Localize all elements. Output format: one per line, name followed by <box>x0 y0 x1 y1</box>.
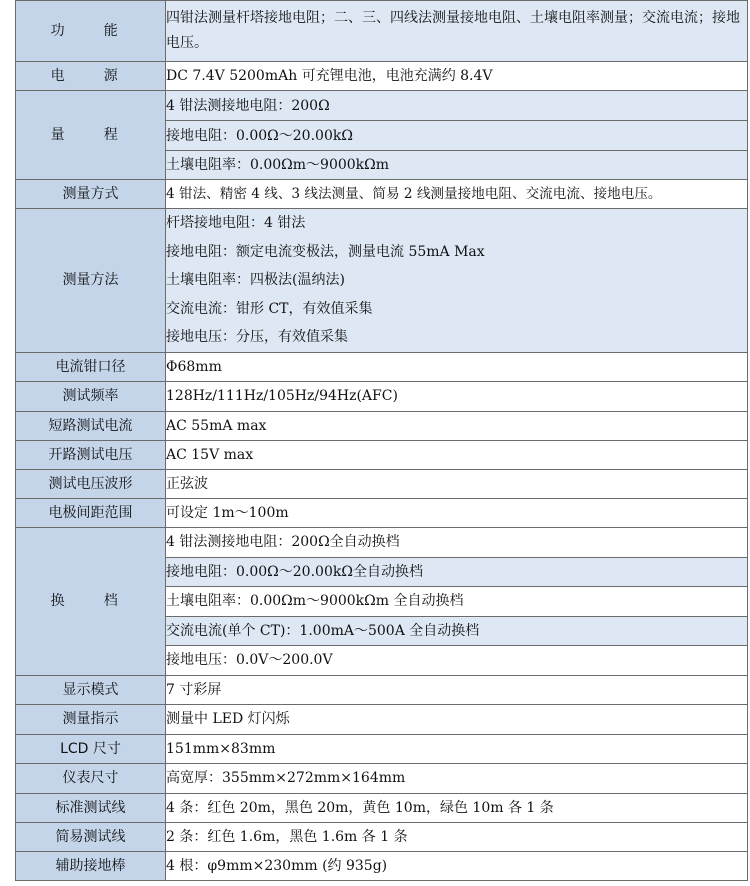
spec-value: 2 条：红色 1.6m，黑色 1.6m 各 1 条 <box>166 822 748 851</box>
spec-label: 电极间距范围 <box>16 498 166 527</box>
spec-value: 4 钳法测接地电阻：200Ω <box>166 91 748 121</box>
spec-value: 4 根：φ9mm×230mm (约 935g) <box>166 851 748 880</box>
spec-value: 土壤电阻率：0.00Ωm～9000kΩm 全自动换档 <box>166 586 748 616</box>
spec-value: 土壤电阻率：0.00Ωm～9000kΩm <box>166 151 748 180</box>
method-line: 接地电压：分压，有效值采集 <box>166 329 348 345</box>
spec-value: 4 钳法测接地电阻：200Ω全自动换档 <box>166 527 748 557</box>
method-line: 交流电流：钳形 CT，有效值采集 <box>166 300 373 317</box>
spec-row <box>16 734 748 763</box>
spec-label: 测试频率 <box>16 381 166 411</box>
spec-row <box>16 793 748 822</box>
spec-value: 接地电阻：0.00Ω～20.00kΩ <box>166 121 748 151</box>
spec-row <box>16 675 748 704</box>
spec-row <box>16 822 748 851</box>
spec-label: 显示模式 <box>16 675 166 704</box>
spec-value: 7 寸彩屏 <box>166 675 748 704</box>
spec-value: 接地电阻：0.00Ω～20.00kΩ全自动换档 <box>166 557 748 586</box>
spec-value: DC 7.4V 5200mAh 可充锂电池，电池充满约 8.4V <box>166 62 748 91</box>
spec-label: 开路测试电压 <box>16 440 166 469</box>
spec-value <box>166 209 748 353</box>
spec-label: 电 源 <box>16 62 166 91</box>
spec-label: 换 档 <box>16 527 166 675</box>
spec-row <box>16 180 748 209</box>
method-line: 土壤电阻率：四极法(温纳法) <box>166 272 345 288</box>
spec-value: 测量中 LED 灯闪烁 <box>166 704 748 734</box>
spec-value: 可设定 1m～100m <box>166 498 748 527</box>
spec-label: LCD 尺寸 <box>16 734 166 763</box>
spec-row <box>16 91 748 121</box>
spec-row <box>16 527 748 557</box>
spec-table <box>15 0 748 881</box>
spec-value: 4 条：红色 20m，黑色 20m，黄色 10m，绿色 10m 各 1 条 <box>166 793 748 822</box>
spec-row <box>16 469 748 498</box>
spec-value: AC 15V max <box>166 440 748 469</box>
spec-row <box>16 411 748 440</box>
spec-label: 仪表尺寸 <box>16 763 166 793</box>
spec-value: 接地电压：0.0V～200.0V <box>166 645 748 675</box>
spec-value: 128Hz/111Hz/105Hz/94Hz(AFC) <box>166 381 748 411</box>
spec-value: 正弦波 <box>166 469 748 498</box>
spec-label: 测量方法 <box>16 209 166 353</box>
spec-label: 测量方式 <box>16 180 166 209</box>
spec-row <box>16 851 748 880</box>
spec-row <box>16 381 748 411</box>
spec-value: 交流电流(单个 CT)：1.00mA～500A 全自动换档 <box>166 616 748 645</box>
method-line: 杆塔接地电阻：4 钳法 <box>166 215 306 231</box>
spec-row <box>16 352 748 381</box>
spec-label: 简易测试线 <box>16 822 166 851</box>
spec-label: 测试电压波形 <box>16 469 166 498</box>
spec-row <box>16 763 748 793</box>
spec-value: 4 钳法、精密 4 线、3 线法测量、简易 2 线测量接地电阻、交流电流、接地电压。 <box>166 180 748 209</box>
spec-row <box>16 498 748 527</box>
spec-label: 测量指示 <box>16 704 166 734</box>
spec-label: 功 能 <box>16 1 166 62</box>
spec-row <box>16 62 748 91</box>
spec-value: 高宽厚：355mm×272mm×164mm <box>166 763 748 793</box>
spec-row <box>16 440 748 469</box>
spec-label: 标准测试线 <box>16 793 166 822</box>
spec-label: 辅助接地棒 <box>16 851 166 880</box>
spec-label: 短路测试电流 <box>16 411 166 440</box>
spec-value: 151mm×83mm <box>166 734 748 763</box>
spec-value: Φ68mm <box>166 352 748 381</box>
spec-row <box>16 209 748 353</box>
spec-value: 四钳法测量杆塔接地电阻；二、三、四线法测量接地电阻、土壤电阻率测量；交流电流；接地电压。 <box>166 1 748 62</box>
spec-row <box>16 704 748 734</box>
method-line: 接地电阻：额定电流变极法，测量电流 55mA Max <box>166 243 485 260</box>
spec-value: AC 55mA max <box>166 411 748 440</box>
spec-row <box>16 1 748 62</box>
spec-label: 量 程 <box>16 91 166 180</box>
spec-label: 电流钳口径 <box>16 352 166 381</box>
